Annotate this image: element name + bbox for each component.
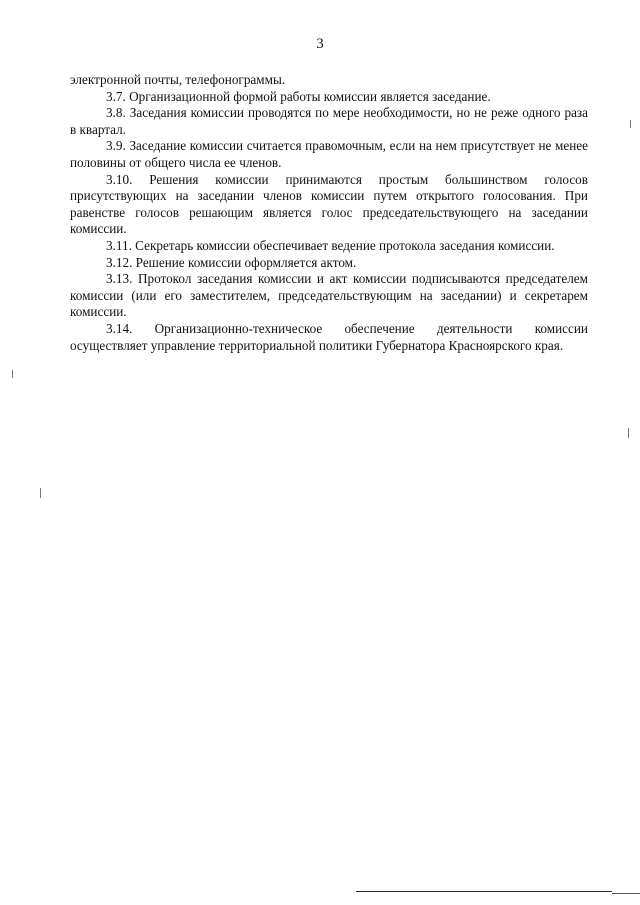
- paragraph-3-12: 3.12. Решение комиссии оформляется актом.: [106, 254, 357, 270]
- document-body: [70, 72, 588, 354]
- page-number: 3: [316, 36, 324, 52]
- paragraph-3-13: 3.13. Протокол заседания комиссии и акт комиссии подписываются председателем комиссии (или его заместителем, председательствующим на заседании) и секретарем комиссии.: [70, 271, 588, 320]
- scan-edge-mark: [628, 428, 629, 438]
- paragraph-3-7: 3.7. Организационной формой работы комиссии является заседание.: [106, 88, 491, 104]
- paragraph-continuation: электронной почты, телефонограммы.: [70, 72, 286, 87]
- paragraph-3-14: 3.14. Организационно-техническое обеспечение деятельности комиссии осуществляет управление территориальной политики Губернатора Красноярского края.: [70, 320, 588, 353]
- paragraph-3-11: 3.11. Секретарь комиссии обеспечивает ведение протокола заседания комиссии.: [106, 237, 555, 253]
- paragraph-3-8: 3.8. Заседания комиссии проводятся по мере необходимости, но не реже одного раза в квартал.: [70, 105, 588, 137]
- scan-edge-mark: [630, 120, 631, 128]
- scan-edge-mark: [40, 488, 41, 498]
- scan-edge-mark: [12, 370, 13, 378]
- paragraph-3-9: 3.9. Заседание комиссии считается правомочным, если на нем присутствует не менее половины от общего числа ее членов.: [70, 138, 588, 170]
- scan-bottom-line-end: [612, 893, 640, 894]
- paragraph-3-10: 3.10. Решения комиссии принимаются простым большинством голосов присутствующих на заседании членов комиссии путем открытого голосования. При равенстве голосов решающим является голос председательствующего на заседании комиссии.: [70, 171, 588, 237]
- scan-bottom-line: [356, 891, 612, 892]
